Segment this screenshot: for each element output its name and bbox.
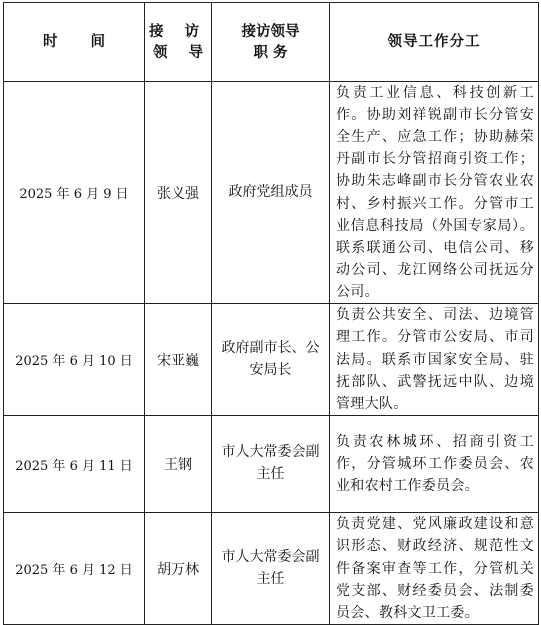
table-row <box>4 304 539 416</box>
row-leader-name: 宋亚巍 <box>145 304 212 416</box>
header-row <box>4 3 539 82</box>
row-duties: 负责工业信息、科技创新工作。协助刘祥锐副市长分管安全生产、应急工作；协助赫荣丹副市长分管招商引资工作；协助朱志峰副市长分管农业农村、乡村振兴工作。分管市工业信息科技局（外国专家局）。联系联通公司、电信公司、移动公司、龙江网络公司抚远分公司。 <box>330 82 539 304</box>
reception-schedule-table <box>3 2 539 625</box>
table-row <box>4 416 539 513</box>
row-duties: 负责党建、党风廉政建设和意识形态、财政经济、规范性文件备案审查等工作，分管机关党支部、财经委员会、法制委员会、教科文卫工委。 <box>330 513 539 625</box>
row-leader-name: 胡万林 <box>145 513 212 625</box>
header-leader: 接 访 领 导 <box>145 3 212 82</box>
row-date: 2025 年 6 月 12 日 <box>4 513 145 625</box>
table-row <box>4 82 539 304</box>
row-date: 2025 年 6 月 9 日 <box>4 82 145 304</box>
header-position: 接访领导 职 务 <box>212 3 330 82</box>
row-date: 2025 年 6 月 10 日 <box>4 304 145 416</box>
row-position: 市人大常委会副主任 <box>212 513 330 625</box>
header-duties: 领导工作分工 <box>330 3 539 82</box>
row-position: 政府副市长、公安局长 <box>212 304 330 416</box>
row-position: 政府党组成员 <box>212 82 330 304</box>
row-position: 市人大常委会副主任 <box>212 416 330 513</box>
row-leader-name: 张义强 <box>145 82 212 304</box>
row-duties: 负责公共安全、司法、边境管理工作。分管市公安局、市司法局。联系市国家安全局、驻抚部队、武警抚远中队、边境管理大队。 <box>330 304 539 416</box>
header-time: 时 间 <box>4 3 145 82</box>
row-date: 2025 年 6 月 11 日 <box>4 416 145 513</box>
row-leader-name: 王钢 <box>145 416 212 513</box>
row-duties: 负责农林城环、招商引资工作，分管城环工作委员会、农业和农村工作委员会。 <box>330 416 539 513</box>
table-row <box>4 513 539 625</box>
